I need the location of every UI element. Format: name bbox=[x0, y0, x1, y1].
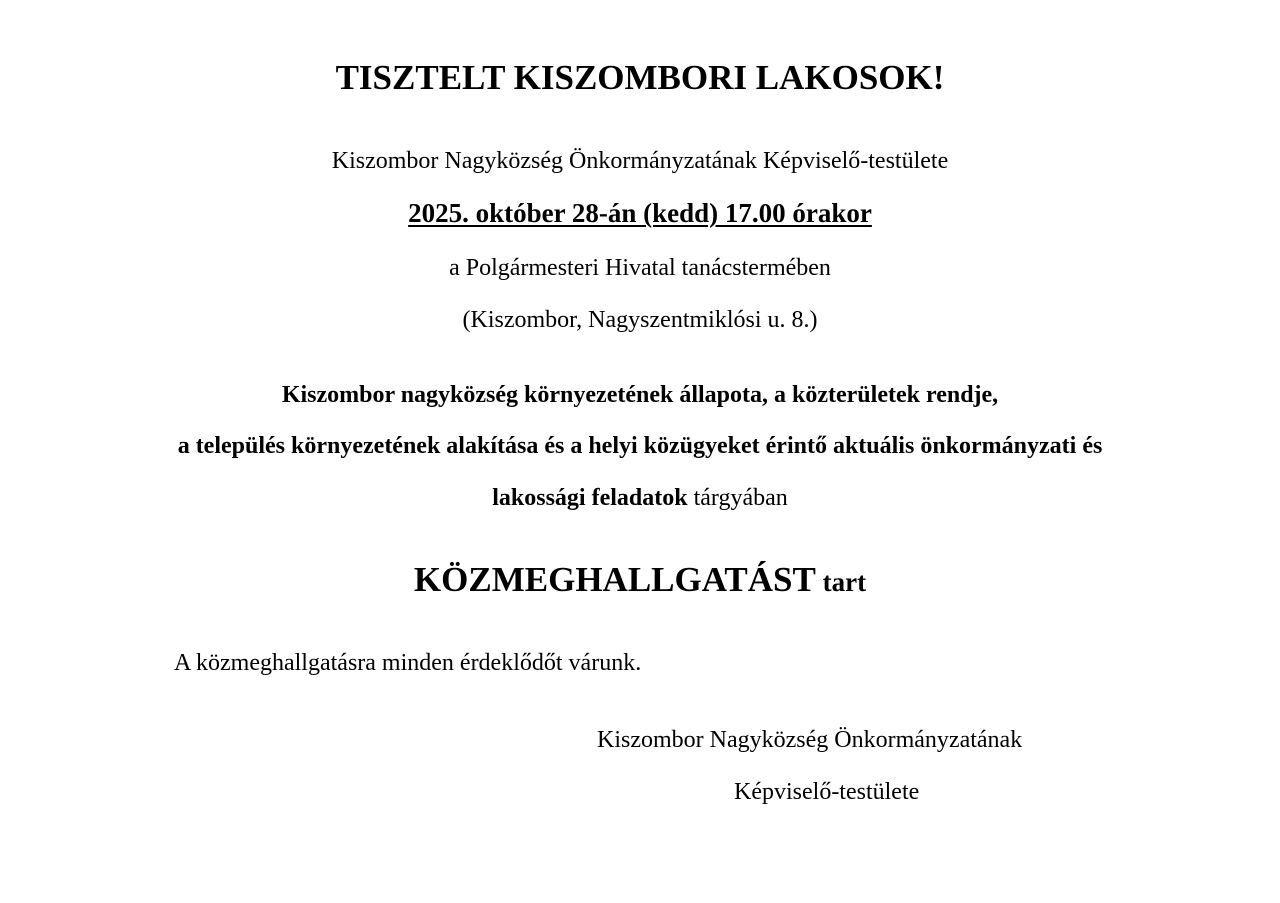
subject-line-3 bbox=[0, 486, 1280, 510]
subject-line-3-rest: tárgyában bbox=[687, 485, 788, 511]
meeting-address: (Kiszombor, Nagyszentmiklósi u. 8.) bbox=[462, 307, 818, 333]
invitation-text: A közmeghallgatásra minden érdeklődőt várunk. bbox=[174, 650, 642, 676]
announcement-main: KÖZMEGHALLGATÁST bbox=[413, 560, 816, 599]
signature-line-1: Kiszombor Nagyközség Önkormányzatának bbox=[597, 727, 1023, 753]
meeting-venue: a Polgármesteri Hivatal tanácstermében bbox=[449, 255, 831, 281]
subject-line-3-bold: lakossági feladatok bbox=[492, 485, 688, 511]
meeting-datetime: 2025. október 28-án (kedd) 17.00 órakor bbox=[408, 198, 872, 228]
subject-line-1: Kiszombor nagyközség környezetének állapota, a közterületek rendje, bbox=[281, 382, 999, 408]
signature-line-2: Képviselő-testülete bbox=[734, 779, 920, 805]
organizer-text: Kiszombor Nagyközség Önkormányzatának Képviselő-testülete bbox=[331, 148, 949, 174]
announcement-tail: tart bbox=[815, 567, 867, 597]
notice-title: TISZTELT KISZOMBORI LAKOSOK! bbox=[335, 58, 945, 97]
subject-line-2: a település környezetének alakítása és a helyi közügyeket érintő aktuális önkormányzati és bbox=[177, 433, 1103, 459]
announcement bbox=[0, 562, 1280, 597]
